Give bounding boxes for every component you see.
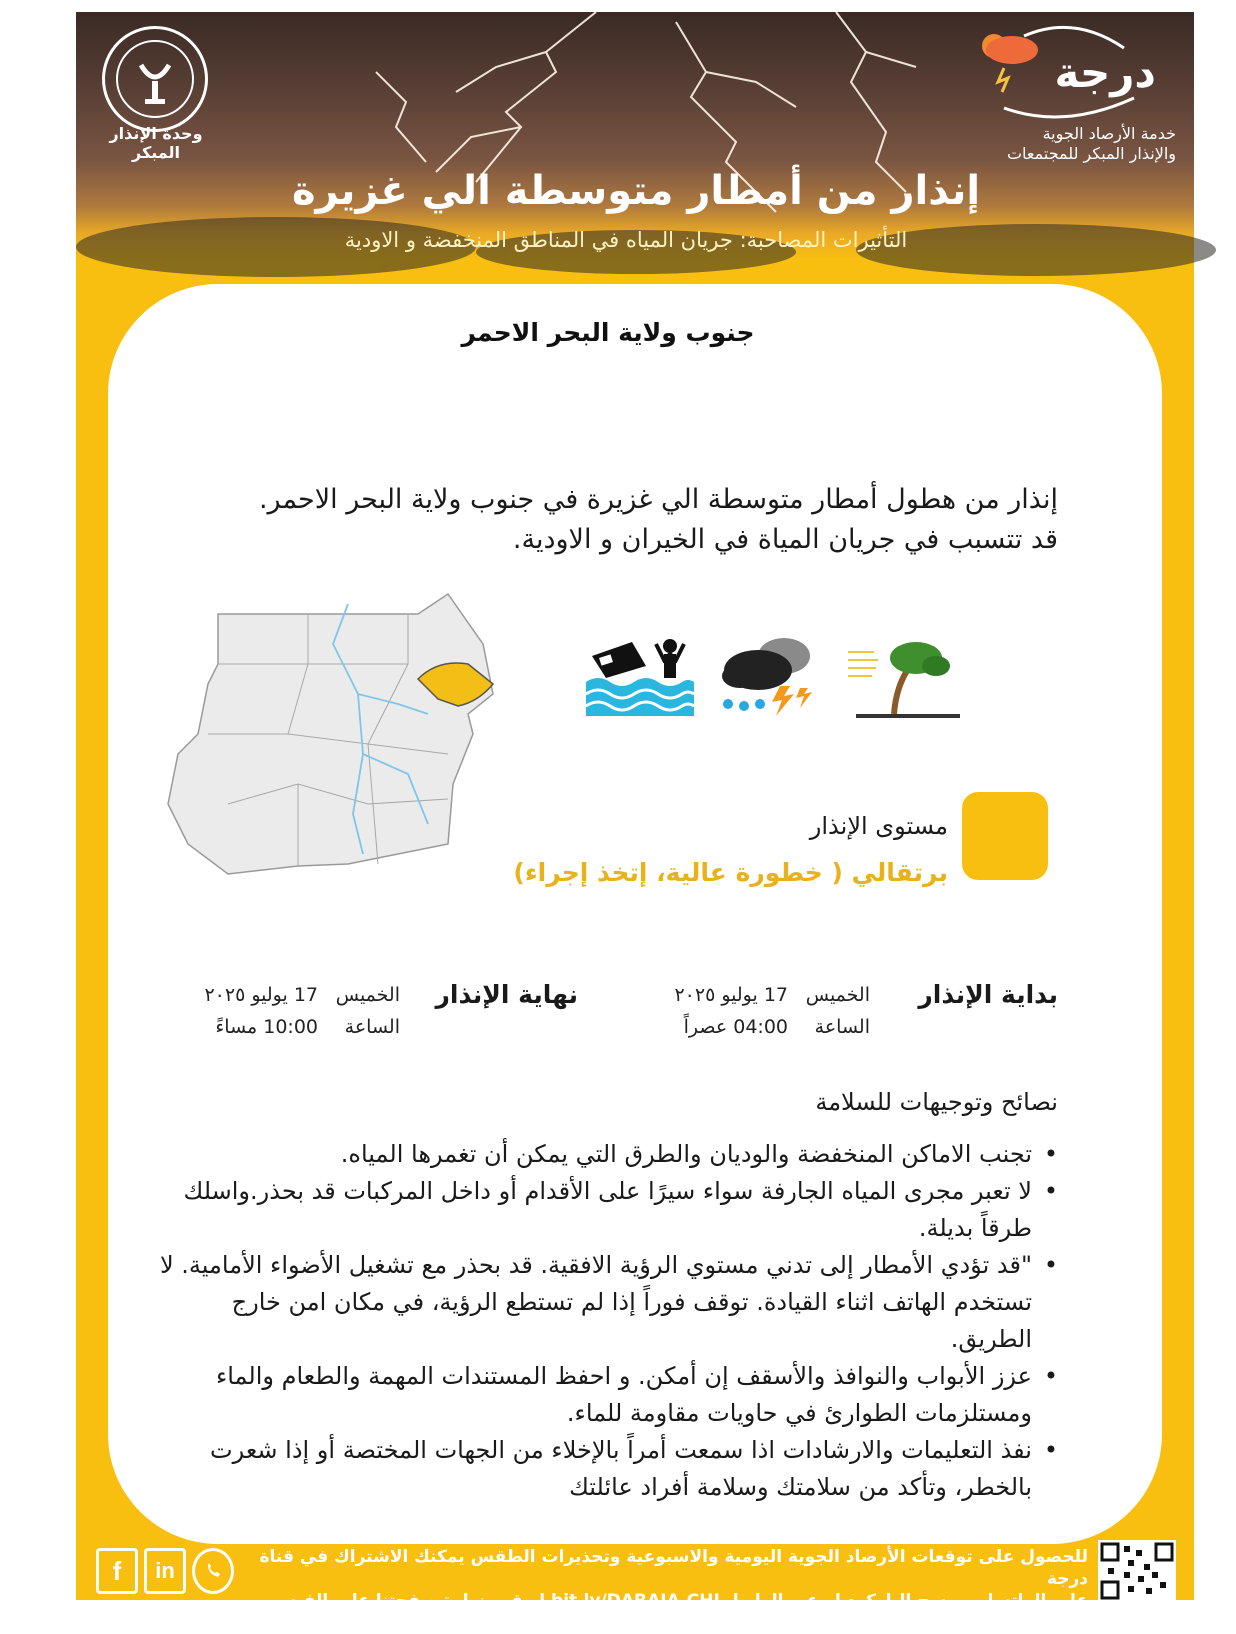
end-day: الخميس [335, 984, 400, 1006]
warning-level-value: برتقالي ( خطورة عالية، إتخذ إجراء) [513, 858, 948, 887]
safety-tips-list [152, 1136, 1058, 1506]
footer-subscription-text [238, 1546, 1088, 1634]
warning-card [108, 284, 1162, 1544]
footer-line2[interactable]: على الواتساب بمسح الباركود او عبر الرابط bit.ly/DARAJA-CHL او قم بزيارة صفحتنا على الفيس بوك [272, 1591, 1088, 1633]
warning-poster [76, 12, 1194, 1633]
start-time-label: الساعة [814, 1016, 870, 1038]
linkedin-icon[interactable]: in [144, 1548, 186, 1594]
description-line2: قد تتسبب في جريان المياة في الخيران و الاودية. [512, 524, 1058, 555]
safety-tip: • عزز الأبواب والنوافذ والأسقف إن أمكن. و احفظ المستندات المهمة والطعام والماء ومستلزمات الطوارئ في حاويات مقاومة للماء. [152, 1358, 1058, 1432]
daraja-caption-line2: والإنذار المبكر للمجتمعات [1006, 144, 1176, 163]
daraja-caption [956, 124, 1176, 164]
footer-line1: للحصول على توقعات الأرصاد الجوية اليومية والاسبوعية وتحذيرات الطقس يمكنك الاشتراك في قناة درجة [259, 1547, 1088, 1589]
start-heading: بداية الإنذار [918, 980, 1058, 1009]
whatsapp-icon[interactable] [192, 1548, 234, 1594]
qr-code[interactable] [1098, 1540, 1176, 1602]
flooded-car-icon [586, 636, 694, 716]
wind-tree-icon [848, 636, 960, 720]
safety-tip: • تجنب الاماكن المنخفضة والوديان والطرق التي يمكن أن تغمرها المياه. [152, 1136, 1058, 1173]
end-time: 10:00 مساءً [215, 1016, 318, 1038]
warning-level-swatch [962, 792, 1048, 880]
daraja-caption-line1: خدمة الأرصاد الجوية [1042, 124, 1176, 143]
warning-subtitle: التأثيرات المصاحبة: جريان المياه في المناطق المنخفضة و الاودية [344, 228, 908, 252]
end-time-label: الساعة [344, 1016, 400, 1038]
region-name: جنوب ولاية البحر الاحمر [461, 318, 755, 347]
daraja-brand-name: درجة [1054, 48, 1156, 97]
warning-title: إنذار من أمطار متوسطة الي غزيرة [291, 168, 981, 214]
facebook-icon[interactable]: f [96, 1548, 138, 1594]
early-warning-unit-caption: وحدة الإنذار المبكر [109, 124, 203, 162]
end-date: 17 يوليو ٢٠٢٥ [204, 984, 318, 1006]
end-heading: نهاية الإنذار [435, 980, 578, 1009]
start-time: 04:00 عصراً [683, 1016, 788, 1038]
start-day: الخميس [805, 984, 870, 1006]
storm-header [76, 12, 1194, 282]
authority-seal-logo [102, 26, 208, 132]
safety-title: نصائح وتوجيهات للسلامة [815, 1088, 1058, 1116]
safety-tip: • نفذ التعليمات والارشادات اذا سمعت أمراً بالإخلاء من الجهات المختصة أو إذا شعرت بالخطر، وتأكد من سلامتك وسلامة أفراد عائلتك [152, 1432, 1058, 1506]
sudan-map [148, 584, 488, 884]
start-date: 17 يوليو ٢٠٢٥ [674, 984, 788, 1006]
safety-tip: • "قد تؤدي الأمطار إلى تدني مستوي الرؤية الافقية. قد بحذر مع تشغيل الأضواء الأمامية. لا تستخدم الهاتف اثناء القيادة. توقف فوراً إذا لم تستطع الرؤية، في مكان امن خارج الطريق. [152, 1247, 1058, 1358]
warning-level-label: مستوى الإنذار [809, 812, 948, 840]
social-links [96, 1548, 234, 1594]
description-line1: إنذار من هطول أمطار متوسطة الي غزيرة في جنوب ولاية البحر الاحمر. [258, 484, 1058, 515]
safety-tip: • لا تعبر مجرى المياه الجارفة سواء سيرًا على الأقدام أو داخل المركبات قد بحذر.واسلك طرقاً بديلة. [152, 1173, 1058, 1247]
warning-description [148, 480, 1058, 560]
storm-cloud-icon [718, 634, 818, 718]
